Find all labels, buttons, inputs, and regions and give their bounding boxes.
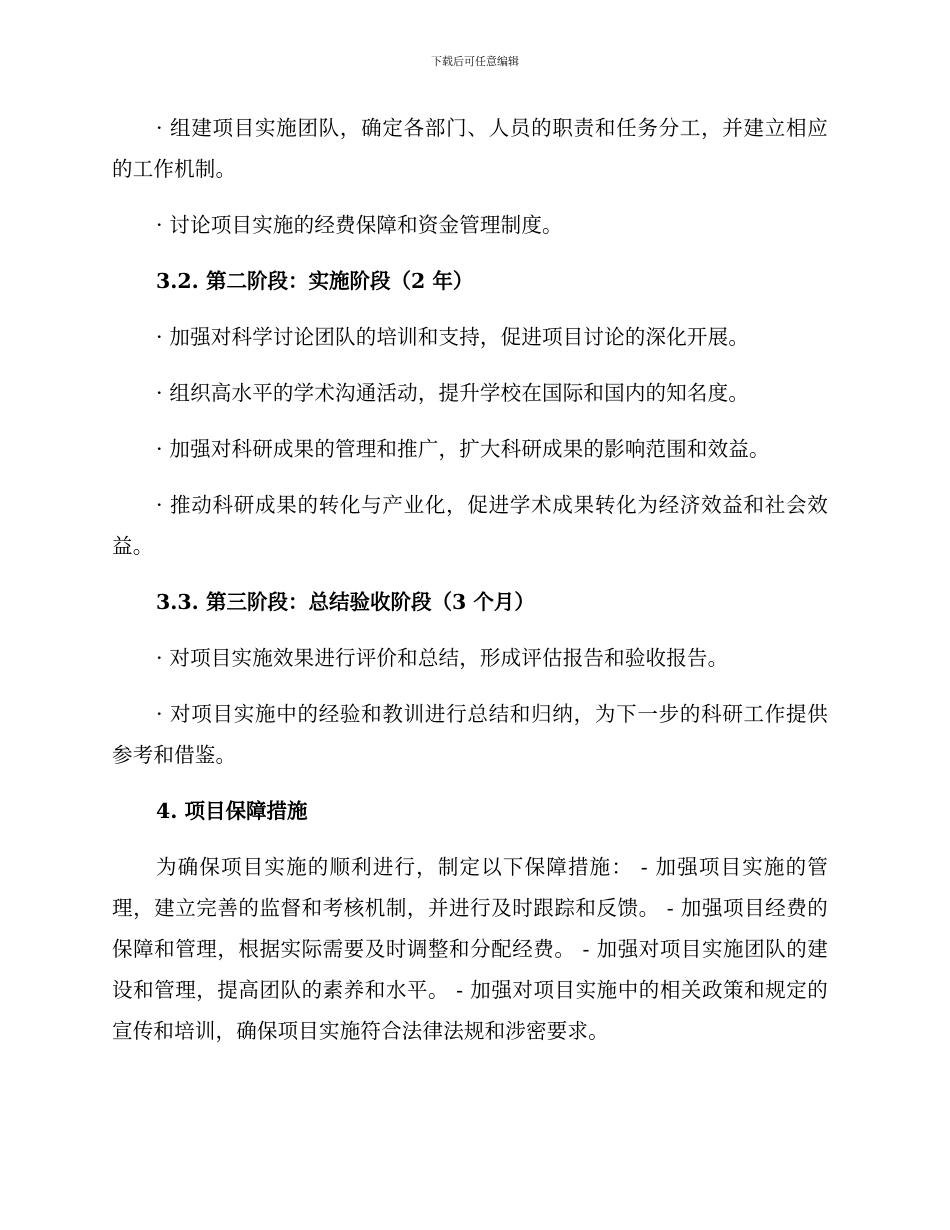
paragraph-spacer (112, 832, 828, 847)
paragraph-spacer (112, 470, 828, 485)
page-header: 下载后可任意编辑 (431, 55, 519, 68)
paragraph-spacer (112, 623, 828, 638)
list-item-results-management: · 加强对科研成果的管理和推广，扩大科研成果的影响范围和效益。 (156, 437, 770, 461)
paragraph-spacer (112, 246, 828, 261)
paragraph-spacer (112, 414, 828, 429)
paragraph-spacer (112, 567, 828, 582)
list-item-evaluation: · 对项目实施效果进行评价和总结，形成评估报告和验收报告。 (156, 646, 729, 670)
paragraph-safeguards: 为确保项目实施的顺利进行，制定以下保障措施： - 加强项目实施的管理，建立完善的监督和考核机制，并进行及时跟踪和反馈。 - 加强项目经费的保障和管理，根据实际需要及时调整和分配经费。 - 加强对项目实施团队的建设和管理，提高团队的素养和水平。 - 加强对项目实施中的相关政策和规定的宣传和培训，确保项目实施符合法律法规和涉密要求。 (112, 855, 828, 1043)
document-body (112, 108, 828, 1052)
paragraph-spacer (112, 776, 828, 791)
paragraph-spacer (112, 190, 828, 205)
paragraph-spacer (112, 679, 828, 694)
paragraph-spacer (112, 358, 828, 373)
list-item-lessons: · 对项目实施中的经验和教训进行总结和归纳，为下一步的科研工作提供参考和借鉴。 (112, 702, 828, 767)
paragraph-spacer (112, 302, 828, 317)
list-item-academic-exchange: · 组织高水平的学术沟通活动，提升学校在国际和国内的知名度。 (156, 381, 750, 405)
section-heading-3-3: 3.3. 第三阶段：总结验收阶段（3 个月） (156, 590, 535, 614)
list-item-industrialization: · 推动科研成果的转化与产业化，促进学术成果转化为经济效益和社会效益。 (112, 493, 828, 558)
section-heading-4: 4. 项目保障措施 (156, 799, 308, 823)
list-item-build-team: · 组建项目实施团队，确定各部门、人员的职责和任务分工，并建立相应的工作机制。 (112, 116, 828, 181)
list-item-funding: · 讨论项目实施的经费保障和资金管理制度。 (156, 213, 563, 237)
section-heading-3-2: 3.2. 第二阶段：实施阶段（2 年） (156, 269, 474, 293)
list-item-training: · 加强对科学讨论团队的培训和支持，促进项目讨论的深化开展。 (156, 325, 750, 349)
